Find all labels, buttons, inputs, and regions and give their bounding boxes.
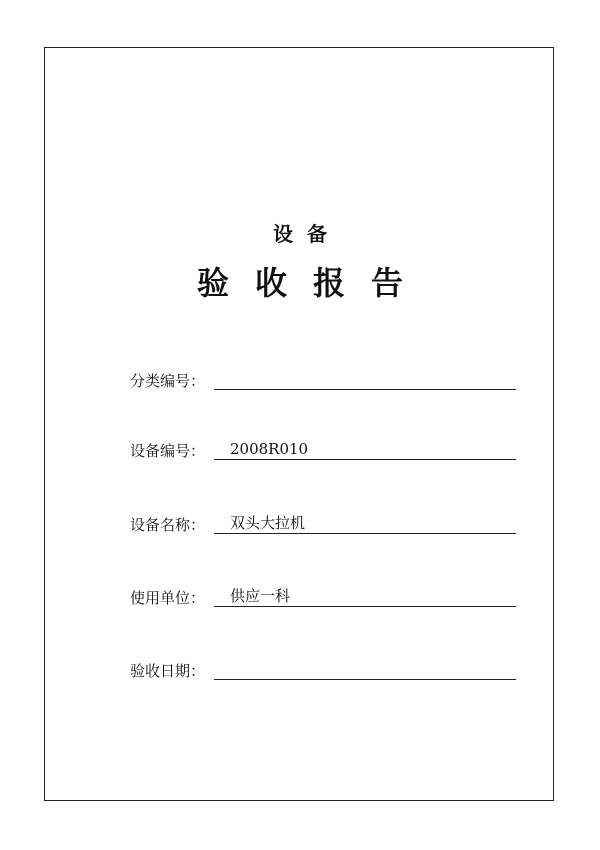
document-subtitle: 设备: [273, 222, 341, 246]
field-underline: [214, 515, 516, 534]
field-label: 使用单位：: [130, 589, 206, 607]
field-category-number: [130, 366, 516, 390]
field-label: 设备名称：: [130, 516, 206, 534]
page-border: [44, 47, 554, 801]
field-value: 供应一科: [230, 587, 291, 605]
field-label: 设备编号：: [130, 442, 206, 460]
field-using-unit: [130, 583, 516, 607]
field-underline: [214, 588, 516, 607]
document-title: 验收报告: [196, 264, 429, 302]
field-equipment-name: [130, 510, 516, 534]
field-underline: [214, 371, 516, 390]
field-label: 验收日期：: [130, 662, 206, 680]
field-value: 双头大拉机: [230, 514, 306, 532]
field-underline: [214, 441, 516, 460]
field-underline: [214, 661, 516, 680]
field-label: 分类编号：: [130, 372, 206, 390]
field-equipment-number: [130, 436, 516, 460]
field-value: 2008R010: [230, 440, 309, 458]
field-acceptance-date: [130, 656, 516, 680]
